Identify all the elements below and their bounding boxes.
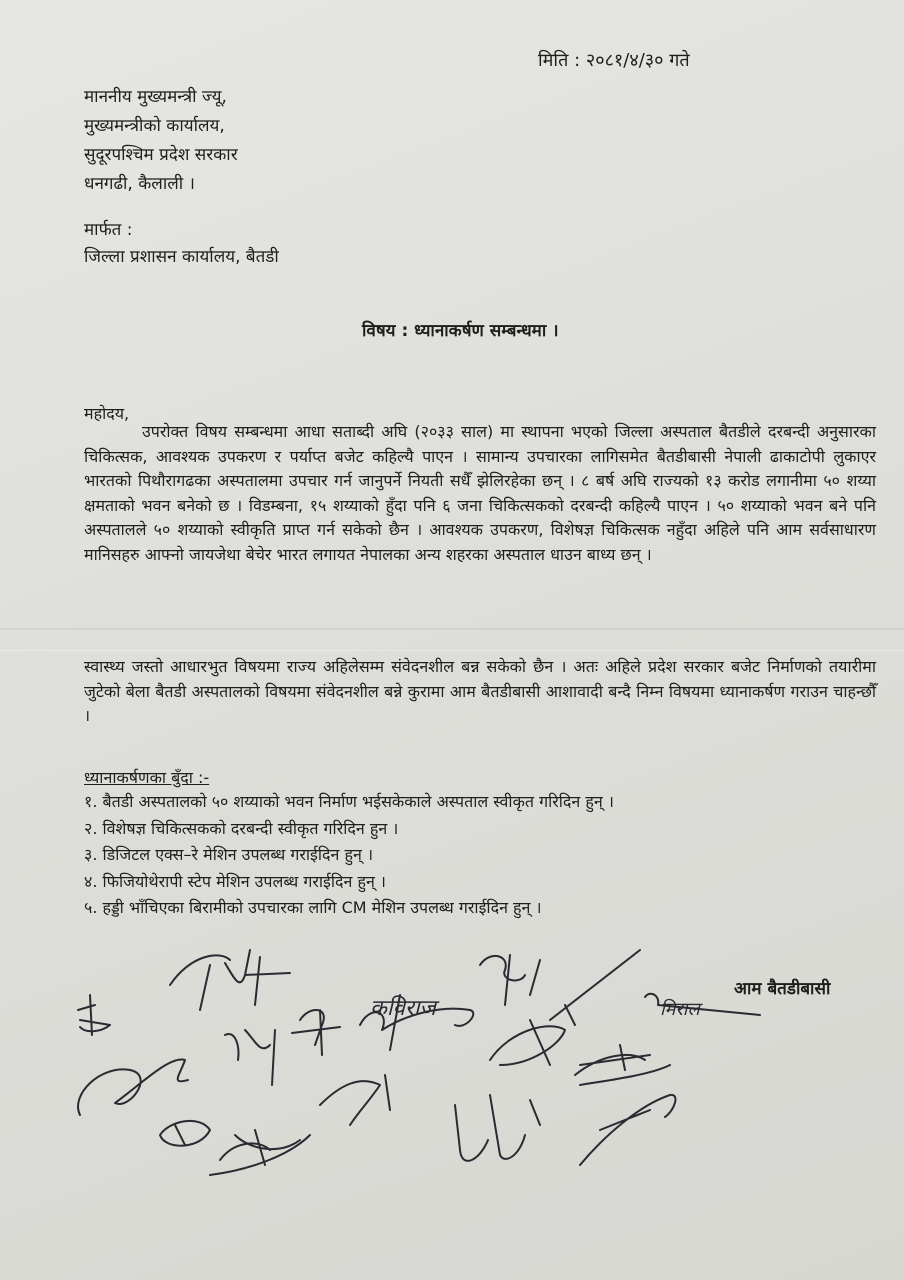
list-item: १. बैतडी अस्पतालको ५० शय्याको भवन निर्माण भईसकेकाले अस्पताल स्वीकृत गरिदिन हुन् ।	[84, 792, 614, 811]
signature-2	[78, 995, 110, 1035]
list-item: २. विशेषज्ञ चिकित्सकको दरबन्दी स्वीकृत गरिदिन हुन ।	[84, 818, 399, 838]
signature-8	[210, 1130, 310, 1175]
salutation: महोदय,	[84, 404, 130, 423]
paper-fold	[0, 628, 904, 630]
list-item: ४. फिजियोथेरापी स्टेप मेशिन उपलब्ध गराईदिन हुन् ।	[84, 871, 387, 891]
signature-12	[490, 1020, 565, 1065]
signature-7	[160, 1121, 210, 1146]
recipient-line: सुदूरपश्चिम प्रदेश सरकार	[84, 145, 238, 165]
paragraph-text: उपरोक्त विषय सम्बन्धमा आधा सताब्दी अघि (२०३३ साल) मा स्थापना भएको जिल्ला अस्पताल बैतडीले दरबन्दी अनुसारका चिकित्सक, आवश्यक उपकरण र पर्याप्त बजेट कहिल्यै पाएन । सामान्य उपचारका लागिसमेत बैतडीबासी नेपाली ढाकाटोपी लुकाएर भारतको पिथौरागढका अस्पतालमा उपचार गर्न जानुपर्ने नियती सधैँ झेलिरहेका छन् । ८ बर्ष अघि राज्यको १३ करोड लगानीमा ५० शय्या क्षमताको भवन बनेको छ । विडम्बना, १५ शय्याको हुँदा पनि ६ जना चिकित्सकको दरबन्दी कहिल्यै पाएन । ५० शय्याको भवन बने पनि अस्पतालले ५० शय्याको स्वीकृति प्राप्त गर्न सकेको छैन । आवश्यक उपकरण, विशेषज्ञ चिकित्सक नहुँदा अहिले पनि आम सर्वसाधारण मानिसहरु आफ्नो जायजेथा बेचेर भारत लगायत नेपालका अन्य शहरका अस्पताल धाउन बाध्य छन् ।	[84, 422, 876, 564]
list-item: ५. हड्डी भाँचिएका बिरामीको उपचारका लागि CM मेशिन उपलब्ध गराईदिन हुन् ।	[84, 898, 542, 917]
body-paragraph-2	[84, 655, 876, 729]
signature-text: मिराल	[660, 999, 700, 1020]
signature-1	[170, 950, 290, 1010]
paper-fold-highlight	[0, 650, 904, 651]
letter-date: मिति : २०८१/४/३० गते	[538, 50, 690, 71]
signature-14	[575, 1045, 670, 1085]
signature-15	[580, 1095, 675, 1165]
points-heading: ध्यानाकर्षणका बुँदा :-	[84, 768, 210, 787]
recipient-line: मुख्यमन्त्रीको कार्यालय,	[84, 116, 225, 136]
body-paragraph-1	[84, 420, 876, 567]
signature-4	[225, 1030, 275, 1085]
list-item: ३. डिजिटल एक्स–रे मेशिन उपलब्ध गराईदिन हुन् ।	[84, 845, 374, 864]
recipient-line: धनगढी, कैलाली ।	[84, 174, 196, 194]
points-list	[84, 790, 614, 923]
sender-name: आम बैतडीबासी	[734, 979, 831, 999]
signature-11	[480, 955, 540, 1005]
signature-9	[320, 1075, 390, 1125]
signature-5	[292, 1010, 340, 1055]
signature-10	[455, 1095, 540, 1161]
via-label: मार्फत :	[84, 220, 133, 240]
letter-subject: विषय : ध्यानाकर्षण सम्बन्धमा ।	[362, 321, 559, 341]
recipient-line: माननीय मुख्यमन्त्री ज्यू,	[84, 87, 227, 107]
via-office: जिल्ला प्रशासन कार्यालय, बैतडी	[84, 247, 279, 267]
signature-13	[550, 950, 640, 1025]
signature-text: कविराज	[370, 996, 436, 1021]
paragraph-text: स्वास्थ्य जस्तो आधारभुत विषयमा राज्य अहिलेसम्म संवेदनशील बन्न सकेको छैन । अतः अहिले प्रदेश सरकार बजेट निर्माणको तयारीमा जुटेको बेला बैतडी अस्पतालको विषयमा संवेदनशील बन्ने कुरामा आम बैतडीबासी आशावादी बन्दै निम्न विषयमा ध्यानाकर्षण गराउन चाहन्छौँ ।	[84, 657, 876, 725]
signature-3	[78, 1059, 188, 1115]
signatures	[60, 935, 820, 1220]
